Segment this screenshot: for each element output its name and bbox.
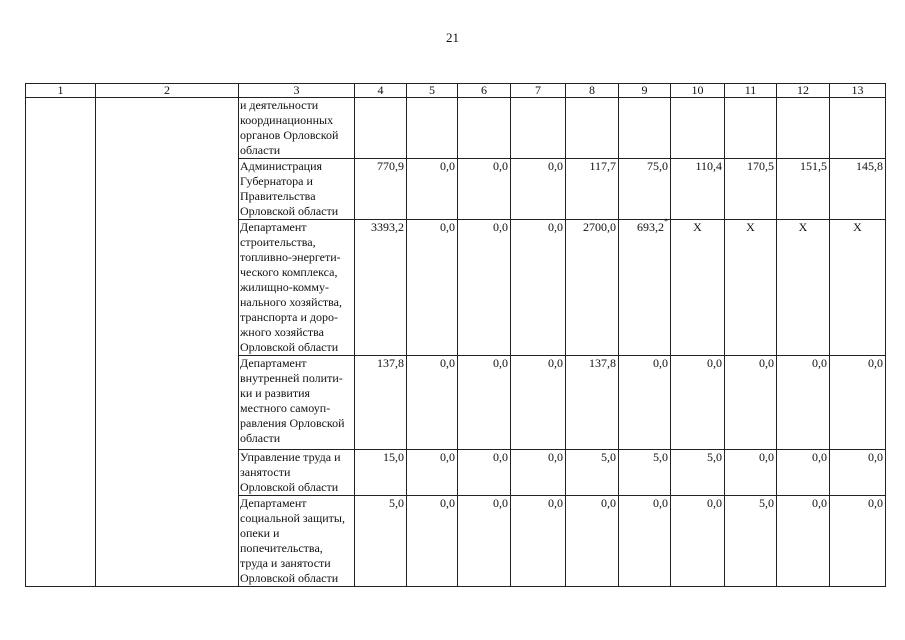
value-cell-col-8 (566, 450, 619, 496)
cell-value: 0,0 (548, 220, 563, 234)
cell-value: 0,0 (493, 220, 508, 234)
organization-name-line: Правительства (240, 189, 316, 203)
column-number-5: 5 (407, 84, 458, 98)
value-cell-col-8 (566, 159, 619, 220)
cell-value: 170,5 (747, 159, 774, 173)
value-cell-col-10 (671, 98, 725, 159)
value-cell-col-8 (566, 356, 619, 450)
table-body (26, 84, 886, 587)
empty-cell (96, 356, 239, 450)
empty-cell (26, 159, 96, 220)
value-cell-col-10 (671, 356, 725, 450)
cell-value: 693,2 (637, 220, 664, 234)
empty-cell (26, 98, 96, 159)
value-cell-col-13 (830, 159, 886, 220)
cell-value: 110,4 (695, 159, 722, 173)
cell-value: 0,0 (601, 496, 616, 510)
organization-name-line: попечительства, (240, 541, 323, 555)
organization-name-cell (239, 356, 355, 450)
cell-value: 117,7 (589, 159, 616, 173)
organization-name-line: транспорта и доро- (240, 310, 338, 324)
cell-value: 0,0 (868, 496, 883, 510)
organization-name-line: Губернатора и (240, 174, 313, 188)
empty-cell (26, 450, 96, 496)
value-cell-col-4 (355, 98, 407, 159)
table-row (26, 220, 886, 356)
cell-value: 0,0 (868, 356, 883, 370)
cell-value: Х (798, 220, 808, 234)
value-cell-col-8 (566, 220, 619, 356)
cell-value: 2700,0 (583, 220, 616, 234)
organization-name-line: ки и развития (240, 386, 311, 400)
organization-name-line: занятости (240, 465, 291, 479)
value-cell-col-5 (407, 220, 458, 356)
empty-cell (26, 496, 96, 587)
value-cell-col-12 (777, 450, 830, 496)
cell-value: 0,0 (653, 496, 668, 510)
organization-name-line: жного хозяйства (240, 325, 324, 339)
column-number-4: 4 (355, 84, 407, 98)
organization-name-line: равления Орловской (240, 416, 345, 430)
organization-name-cell (239, 98, 355, 159)
value-cell-col-8 (566, 496, 619, 587)
value-cell-col-10 (671, 496, 725, 587)
value-cell-col-9 (619, 450, 671, 496)
organization-name-line: опеки и (240, 526, 280, 540)
empty-cell (96, 159, 239, 220)
column-number-6: 6 (458, 84, 511, 98)
value-cell-col-7 (511, 496, 566, 587)
cell-value: 0,0 (493, 450, 508, 464)
organization-name-line: труда и занятости (240, 556, 331, 570)
value-cell-col-5 (407, 496, 458, 587)
column-number-11: 11 (725, 84, 777, 98)
organization-name-line: Департамент (240, 220, 307, 234)
cell-value: 0,0 (440, 220, 455, 234)
value-cell-col-6 (458, 356, 511, 450)
value-cell-col-7 (511, 98, 566, 159)
value-cell-col-13 (830, 496, 886, 587)
table-row (26, 496, 886, 587)
organization-name-line: ческого комплекса, (240, 265, 338, 279)
column-number-7: 7 (511, 84, 566, 98)
organization-name-line: Орловской области (240, 571, 339, 585)
value-cell-col-4 (355, 159, 407, 220)
table-row (26, 98, 886, 159)
cell-value: 0,0 (812, 356, 827, 370)
column-number-12: 12 (777, 84, 830, 98)
value-cell-col-13 (830, 356, 886, 450)
value-cell-col-6 (458, 98, 511, 159)
cell-value: 15,0 (383, 450, 404, 464)
organization-name-line: внутренней полити- (240, 371, 343, 385)
organization-name-line: Департамент (240, 496, 307, 510)
organization-name-line: местного самоуп- (240, 401, 331, 415)
value-cell-col-11 (725, 356, 777, 450)
cell-value: 3393,2 (371, 220, 404, 234)
empty-cell (96, 98, 239, 159)
empty-cell (96, 220, 239, 356)
organization-name-line: социальной защиты, (240, 511, 345, 525)
value-cell-col-13 (830, 450, 886, 496)
column-number-13: 13 (830, 84, 886, 98)
organization-name-line: Орловской области (240, 480, 339, 494)
cell-value: 0,0 (707, 496, 722, 510)
value-cell-col-9 (619, 496, 671, 587)
value-cell-col-9 (619, 217, 671, 356)
cell-value: 0,0 (548, 159, 563, 173)
cell-value: 0,0 (868, 450, 883, 464)
cell-value: 75,0 (647, 159, 668, 173)
organization-name-line: Орловской области (240, 340, 339, 354)
value-cell-col-4 (355, 450, 407, 496)
organization-name-line: Администрация (240, 159, 323, 173)
footnote-mark: * (664, 217, 668, 226)
value-cell-col-7 (511, 450, 566, 496)
organization-name-cell (239, 496, 355, 587)
column-number-9: 9 (619, 84, 671, 98)
cell-value: 137,8 (589, 356, 616, 370)
value-cell-col-4 (355, 356, 407, 450)
cell-value: 0,0 (440, 450, 455, 464)
value-cell-col-10 (671, 159, 725, 220)
value-cell-col-6 (458, 220, 511, 356)
organization-name-line: и деятельности (240, 98, 319, 112)
column-number-2: 2 (96, 84, 239, 98)
value-cell-col-5 (407, 450, 458, 496)
cell-value: 0,0 (440, 496, 455, 510)
cell-value: 5,0 (601, 450, 616, 464)
value-cell-col-11 (725, 159, 777, 220)
empty-cell (96, 450, 239, 496)
empty-cell (26, 220, 96, 356)
cell-value: 0,0 (548, 356, 563, 370)
organization-name-line: нального хозяйства, (240, 295, 342, 309)
cell-value: 0,0 (653, 356, 668, 370)
organization-name-cell (239, 450, 355, 496)
cell-value: 0,0 (548, 450, 563, 464)
cell-value: 5,0 (707, 450, 722, 464)
organization-name-line: области (240, 143, 281, 157)
cell-value: 0,0 (493, 496, 508, 510)
organization-name-line: органов Орловской (240, 128, 339, 142)
cell-value: 0,0 (493, 159, 508, 173)
cell-value: 137,8 (377, 356, 404, 370)
cell-value: 770,9 (377, 159, 404, 173)
cell-value: 0,0 (548, 496, 563, 510)
cell-value: 0,0 (440, 159, 455, 173)
cell-value: 5,0 (389, 496, 404, 510)
cell-value: 0,0 (759, 356, 774, 370)
value-cell-col-11 (725, 220, 777, 356)
cell-value: 145,8 (856, 159, 883, 173)
page-number: 21 (446, 30, 459, 45)
value-cell-col-4 (355, 496, 407, 587)
table-row (26, 159, 886, 220)
cell-value: 0,0 (707, 356, 722, 370)
value-cell-col-5 (407, 159, 458, 220)
cell-value: Х (693, 220, 702, 234)
value-cell-col-7 (511, 356, 566, 450)
column-number-8: 8 (566, 84, 619, 98)
organization-name-line: Управление труда и (240, 450, 341, 464)
header-row (26, 84, 886, 98)
cell-value: 151,5 (800, 159, 827, 173)
value-cell-col-8 (566, 98, 619, 159)
value-cell-col-7 (511, 220, 566, 356)
cell-value: 0,0 (493, 356, 508, 370)
cell-value: 5,0 (653, 450, 668, 464)
value-cell-col-13 (830, 220, 886, 356)
value-cell-col-12 (777, 98, 830, 159)
value-cell-col-7 (511, 159, 566, 220)
value-cell-col-6 (458, 496, 511, 587)
organization-name-line: Департамент (240, 356, 307, 370)
empty-cell (96, 496, 239, 587)
value-cell-col-9 (619, 98, 671, 159)
budget-table (25, 83, 886, 587)
cell-value: 0,0 (440, 356, 455, 370)
value-cell-col-10 (671, 450, 725, 496)
value-cell-col-4 (355, 220, 407, 356)
value-cell-col-6 (458, 159, 511, 220)
organization-name-cell (239, 220, 355, 356)
cell-value: Х (746, 220, 755, 234)
value-cell-col-13 (830, 98, 886, 159)
cell-value: 0,0 (812, 496, 827, 510)
column-number-10: 10 (671, 84, 725, 98)
cell-value: Х (853, 220, 862, 234)
value-cell-col-5 (407, 356, 458, 450)
cell-value: 5,0 (759, 496, 774, 510)
value-cell-col-9 (619, 356, 671, 450)
organization-name-line: координационных (240, 113, 334, 127)
cell-value: 0,0 (812, 450, 827, 464)
organization-name-line: области (240, 431, 281, 445)
column-number-3: 3 (239, 84, 355, 98)
value-cell-col-6 (458, 450, 511, 496)
value-cell-col-11 (725, 496, 777, 587)
value-cell-col-9 (619, 159, 671, 220)
table-row (26, 356, 886, 450)
organization-name-line: топливно-энергети- (240, 250, 341, 264)
organization-name-line: жилищно-комму- (240, 280, 329, 294)
value-cell-col-12 (777, 356, 830, 450)
organization-name-cell (239, 159, 355, 220)
empty-cell (26, 356, 96, 450)
value-cell-col-12 (777, 496, 830, 587)
cell-value: 0,0 (759, 450, 774, 464)
value-cell-col-12 (777, 159, 830, 220)
value-cell-col-11 (725, 450, 777, 496)
value-cell-col-11 (725, 98, 777, 159)
value-cell-col-10 (671, 220, 725, 356)
column-number-1: 1 (26, 84, 96, 98)
value-cell-col-5 (407, 98, 458, 159)
table-row (26, 450, 886, 496)
organization-name-line: Орловской области (240, 204, 339, 218)
value-cell-col-12 (777, 220, 830, 356)
organization-name-line: строительства, (240, 235, 316, 249)
